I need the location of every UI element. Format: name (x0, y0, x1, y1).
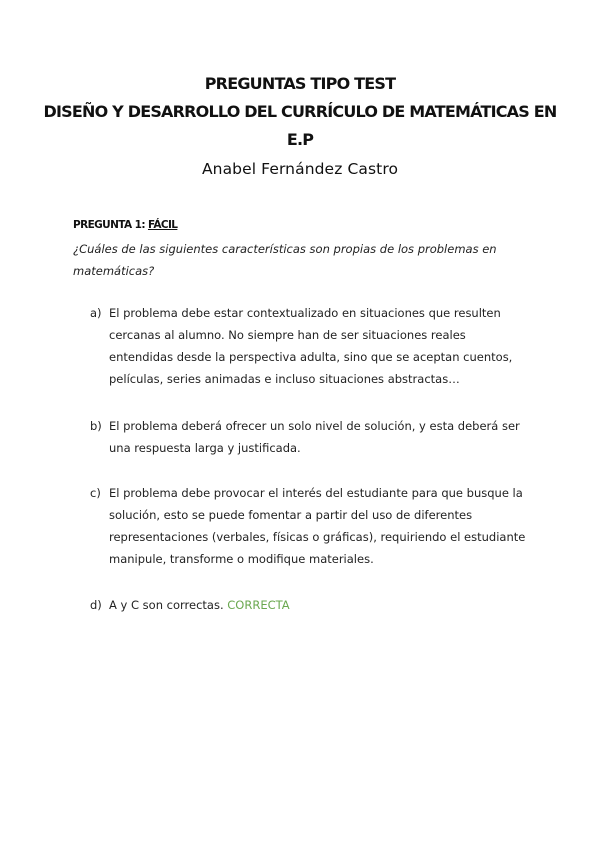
option-text: El problema debe estar contextualizado en situaciones que resulten cercanas al alumno. No siempre han de ser situaciones reales entendidas desde la perspectiva adulta, sino que se aceptan cuentos, películas, series animadas e incluso situaciones abstractas… (109, 306, 513, 386)
question-label (73, 219, 177, 231)
option-text: El problema deberá ofrecer un solo nivel de solución, y esta deberá ser una respuesta larga y justificada. (109, 419, 520, 455)
option-d (90, 594, 530, 616)
question-difficulty: FÁCIL (147, 219, 178, 231)
option-a (90, 302, 530, 390)
author-name: Anabel Fernández Castro (201, 160, 399, 178)
option-c (90, 482, 530, 570)
question-number: PREGUNTA 1: (73, 219, 148, 231)
option-b (90, 415, 530, 459)
option-letter: c) (90, 486, 101, 500)
question-text: ¿Cuáles de las siguientes características son propias de los problemas en matemáticas? (73, 242, 497, 278)
document-title-line-3: E.P (286, 130, 314, 149)
option-text (109, 594, 530, 616)
option-letter: b) (90, 419, 102, 433)
option-letter: a) (90, 306, 102, 320)
option-letter: d) (90, 598, 102, 612)
option-text: El problema debe provocar el interés del estudiante para que busque la solución, esto se puede fomentar a partir del uso de diferentes representaciones (verbales, físicas o gráficas), requiriendo el estudiante manipule, transforme o modifique materiales. (109, 486, 526, 566)
correct-answer-tag: CORRECTA (227, 598, 290, 612)
document-title-line-2: DISEÑO Y DESARROLLO DEL CURRÍCULO DE MATEMÁTICAS EN (43, 102, 557, 121)
document-title-line-1: PREGUNTAS TIPO TEST (204, 74, 396, 93)
option-d-text: A y C son correctas. (109, 598, 228, 612)
